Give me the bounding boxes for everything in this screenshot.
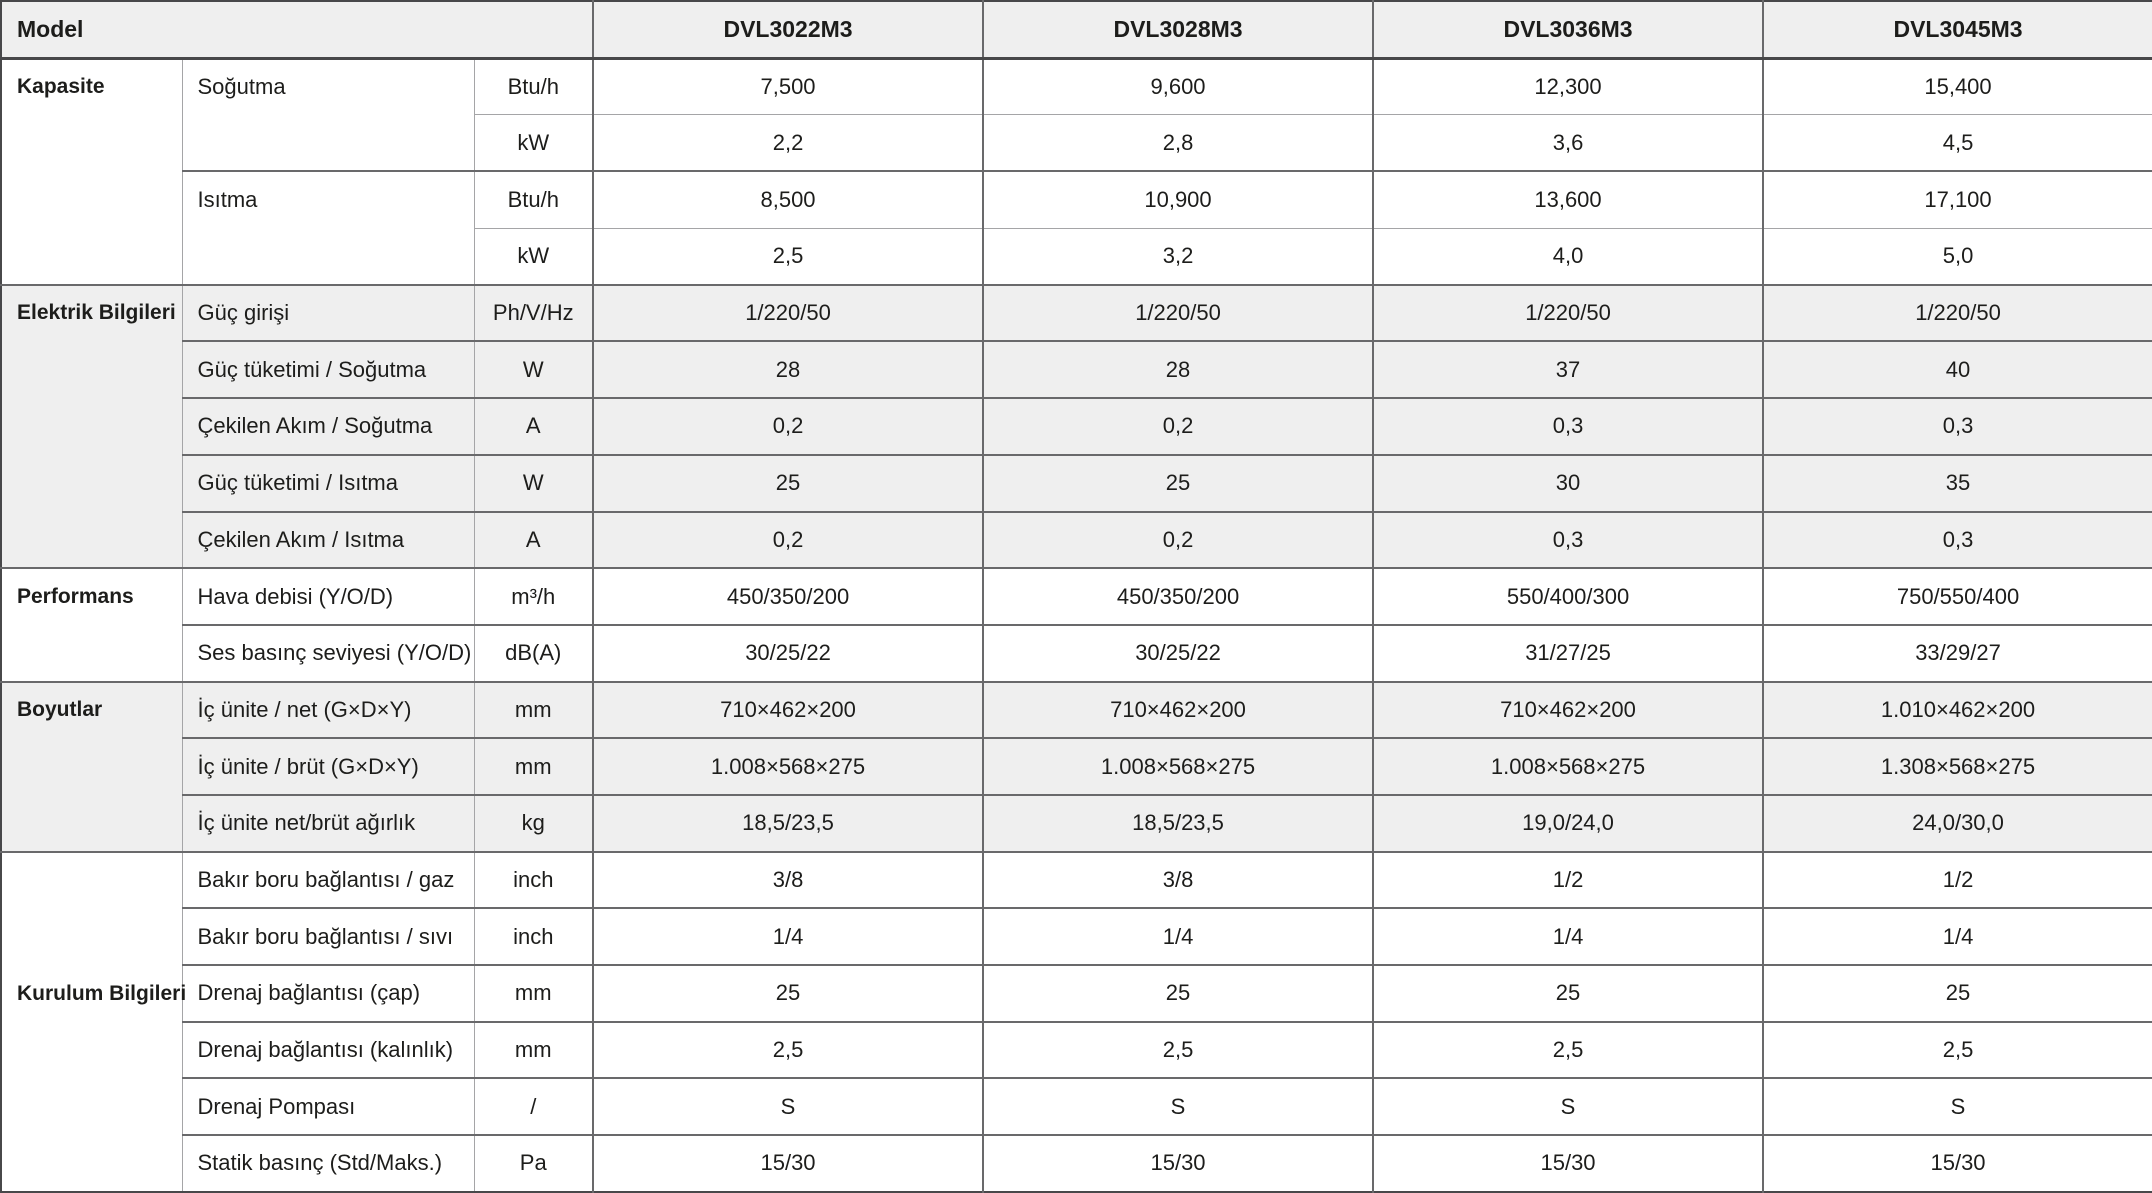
value-cell: 4,5 [1763,115,2152,172]
table-row [1,568,2152,625]
value-cell: 15/30 [983,1135,1373,1192]
value-cell: 8,500 [593,171,983,228]
section-title: Elektrik Bilgileri [17,301,176,325]
section-cell-performans [1,568,182,681]
value-cell: 28 [593,341,983,398]
table-row [1,455,2152,512]
value-cell: 1/2 [1373,852,1763,909]
value-cell: 710×462×200 [983,682,1373,739]
value-cell: 33/29/27 [1763,625,2152,682]
value-cell: 15/30 [1763,1135,2152,1192]
unit-cell: Ph/V/Hz [474,285,593,342]
row-label: Bakır boru bağlantısı / sıvı [182,908,474,965]
row-label: Güç tüketimi / Isıtma [182,455,474,512]
table-row [1,341,2152,398]
value-cell: 0,3 [1373,512,1763,569]
value-cell: 1/220/50 [983,285,1373,342]
section-title: Boyutlar [17,698,103,722]
value-cell: 15/30 [1373,1135,1763,1192]
section-cell-boyutlar [1,682,182,852]
model-column-header-3: DVL3036M3 [1373,1,1763,58]
value-cell: 710×462×200 [593,682,983,739]
value-cell: 450/350/200 [593,568,983,625]
model-column-header-1: DVL3022M3 [593,1,983,58]
row-label: Güç tüketimi / Soğutma [182,341,474,398]
value-cell: 25 [983,455,1373,512]
value-cell: 1.008×568×275 [593,738,983,795]
unit-cell: A [474,512,593,569]
value-cell: 0,2 [593,512,983,569]
table-row [1,1022,2152,1079]
value-cell: 3,6 [1373,115,1763,172]
value-cell: 1.010×462×200 [1763,682,2152,739]
value-cell: 4,0 [1373,228,1763,285]
model-column-header-4: DVL3045M3 [1763,1,2152,58]
value-cell: 0,3 [1763,512,2152,569]
value-cell: 28 [983,341,1373,398]
value-cell: S [1373,1078,1763,1135]
section-title: Kapasite [17,75,105,98]
value-cell: 2,5 [1373,1022,1763,1079]
table-row [1,512,2152,569]
value-cell: S [1763,1078,2152,1135]
value-cell: 2,8 [983,115,1373,172]
table-row [1,908,2152,965]
value-cell: 17,100 [1763,171,2152,228]
value-cell: 3/8 [983,852,1373,909]
value-cell: 7,500 [593,58,983,115]
value-cell: 25 [1373,965,1763,1022]
unit-cell: kW [474,228,593,285]
value-cell: 9,600 [983,58,1373,115]
value-cell: S [593,1078,983,1135]
row-label: Çekilen Akım / Soğutma [182,398,474,455]
row-label: Drenaj bağlantısı (çap) [182,965,474,1022]
unit-cell: mm [474,1022,593,1079]
value-cell: 450/350/200 [983,568,1373,625]
value-cell: 1/220/50 [1373,285,1763,342]
section-cell-kurulum-bilgileri [1,852,187,1192]
unit-cell: / [474,1078,593,1135]
value-cell: 1/4 [593,908,983,965]
table-row [1,398,2152,455]
value-cell: 1/220/50 [593,285,983,342]
value-cell: 750/550/400 [1763,568,2152,625]
value-cell: 15,400 [1763,58,2152,115]
value-cell: 40 [1763,341,2152,398]
unit-cell: kW [474,115,593,172]
subgroup-label: Isıtma [197,186,258,212]
value-cell: 1/4 [1763,908,2152,965]
unit-cell: dB(A) [474,625,593,682]
value-cell: 0,3 [1763,398,2152,455]
value-cell: 0,3 [1373,398,1763,455]
table-row [1,965,2152,1022]
section-cell-kapasite [1,58,182,285]
value-cell: 12,300 [1373,58,1763,115]
unit-cell: m³/h [474,568,593,625]
row-label: Çekilen Akım / Isıtma [182,512,474,569]
value-cell: 0,2 [983,398,1373,455]
value-cell: 35 [1763,455,2152,512]
unit-cell: Btu/h [474,58,593,115]
value-cell: 1/4 [1373,908,1763,965]
value-cell: 1.008×568×275 [983,738,1373,795]
value-cell: 2,2 [593,115,983,172]
table-row [1,625,2152,682]
value-cell: 2,5 [593,228,983,285]
unit-cell: A [474,398,593,455]
value-cell: 2,5 [983,1022,1373,1079]
unit-cell: inch [474,852,593,909]
row-label: Hava debisi (Y/O/D) [182,568,474,625]
value-cell: 0,2 [593,398,983,455]
value-cell: 13,600 [1373,171,1763,228]
subgroup-cell-sogutma [182,58,474,171]
value-cell: 2,5 [1763,1022,2152,1079]
value-cell: 1/220/50 [1763,285,2152,342]
table-row [1,738,2152,795]
table-row [1,795,2152,852]
value-cell: 3/8 [593,852,983,909]
value-cell: 710×462×200 [1373,682,1763,739]
value-cell: 19,0/24,0 [1373,795,1763,852]
row-label: İç ünite / brüt (G×D×Y) [182,738,474,795]
table-row [1,285,2152,342]
value-cell: 1.008×568×275 [1373,738,1763,795]
value-cell: 25 [1763,965,2152,1022]
value-cell: 15/30 [593,1135,983,1192]
value-cell: 30 [1373,455,1763,512]
row-label: Ses basınç seviyesi (Y/O/D) [182,625,474,682]
value-cell: 1.308×568×275 [1763,738,2152,795]
value-cell: 25 [983,965,1373,1022]
value-cell: 0,2 [983,512,1373,569]
row-label: Güç girişi [182,285,474,342]
section-cell-elektrik-bilgileri [1,285,182,568]
value-cell: 30/25/22 [593,625,983,682]
unit-cell: W [474,455,593,512]
value-cell: 10,900 [983,171,1373,228]
value-cell: 18,5/23,5 [593,795,983,852]
section-title: Kurulum Bilgileri [17,981,187,1005]
value-cell: 31/27/25 [1373,625,1763,682]
subgroup-cell-isitma [182,171,474,284]
value-cell: 25 [593,455,983,512]
section-title: Performans [17,584,134,608]
row-label: İç ünite / net (G×D×Y) [182,682,474,739]
value-cell: 30/25/22 [983,625,1373,682]
row-label: Statik basınç (Std/Maks.) [182,1135,474,1192]
value-cell: 37 [1373,341,1763,398]
subgroup-label: Soğutma [197,74,286,99]
table-row [1,58,2152,115]
value-cell: 24,0/30,0 [1763,795,2152,852]
row-label: Drenaj Pompası [182,1078,474,1135]
unit-cell: mm [474,965,593,1022]
value-cell: 18,5/23,5 [983,795,1373,852]
value-cell: 1/2 [1763,852,2152,909]
table-row [1,1135,2152,1192]
value-cell: 1/4 [983,908,1373,965]
unit-cell: inch [474,908,593,965]
row-label: İç ünite net/brüt ağırlık [182,795,474,852]
row-label: Bakır boru bağlantısı / gaz [182,852,474,909]
unit-cell: W [474,341,593,398]
model-column-header-2: DVL3028M3 [983,1,1373,58]
model-header-label: Model [1,1,593,58]
value-cell: 3,2 [983,228,1373,285]
table-row [1,852,2152,909]
unit-cell: kg [474,795,593,852]
row-label: Drenaj bağlantısı (kalınlık) [182,1022,474,1079]
value-cell: 550/400/300 [1373,568,1763,625]
value-cell: S [983,1078,1373,1135]
table-row [1,1078,2152,1135]
value-cell: 5,0 [1763,228,2152,285]
unit-cell: Pa [474,1135,593,1192]
table-header-row [1,1,2152,58]
unit-cell: mm [474,682,593,739]
value-cell: 25 [593,965,983,1022]
table-row [1,682,2152,739]
value-cell: 2,5 [593,1022,983,1079]
unit-cell: Btu/h [474,171,593,228]
table-row [1,171,2152,228]
unit-cell: mm [474,738,593,795]
